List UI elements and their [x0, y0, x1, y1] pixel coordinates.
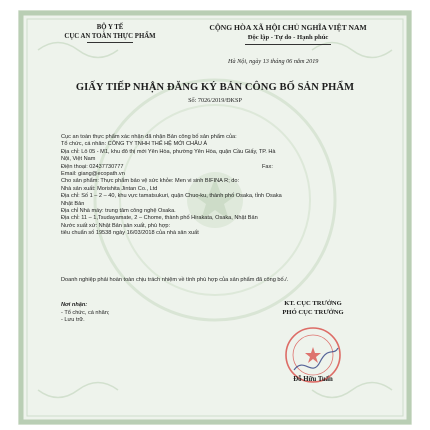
- signer-name: Đỗ Hữu Tuấn: [293, 376, 333, 383]
- national-header: [190, 23, 386, 45]
- phone-line: Điện thoại: 02437730777: [61, 163, 124, 170]
- body-line: Nhật Bản: [61, 200, 85, 207]
- body-line: Địa chỉ: Lô 05 - M1, khu đô thị mới Yên Hòa, phường Yên Hòa, quận Cầu Giấy, TP. Hà: [61, 148, 276, 155]
- recipient-item: - Lưu trữ.: [61, 317, 85, 324]
- recipient-item: - Tổ chức, cá nhân;: [61, 309, 110, 316]
- body-line: Nhà sản xuất: Morishita Jintan Co., Ltd: [61, 185, 158, 192]
- body-line: Địa chỉ: Số 1 – 2 – 40, khu vực tamatsukuri, quận Chuo-ku, thành phố Osaka, tỉnh Osaka: [61, 193, 282, 200]
- certificate-sheet: [18, 10, 412, 425]
- issuing-agency: [50, 23, 170, 43]
- certificate-body: [61, 134, 387, 238]
- header-underline-right: [245, 44, 331, 45]
- body-line: Cục an toàn thực phẩm xác nhận đã nhận Bản công bố sản phẩm của:: [61, 134, 237, 140]
- commitment-statement: Doanh nghiệp phải hoàn toàn chịu trách nhiệm về tính phù hợp của sản phẩm đã công bố./.: [61, 277, 289, 283]
- body-line: Nội, Việt Nam: [61, 156, 96, 163]
- body-line: Địa chỉ Nhà máy: trung tâm công nghệ Osaka.: [61, 208, 176, 215]
- country-name: CỘNG HÒA XÃ HỘI CHỦ NGHĨA VIỆT NAM: [209, 23, 367, 32]
- body-line: tiêu chuẩn số 19538 ngày 16/03/2018 của nhà sản xuất: [61, 230, 199, 237]
- fax-label: Fax:: [262, 163, 273, 170]
- document-number: Số: 7026/2019/ĐKSP: [188, 97, 242, 104]
- recipients-heading: Nơi nhận:: [61, 302, 88, 308]
- signature-block: [244, 300, 382, 317]
- header-underline-left: [87, 42, 133, 43]
- signature-title-1: KT. CỤC TRƯỞNG: [284, 300, 342, 307]
- email-line: Email: giang@ecopath.vn: [61, 171, 125, 178]
- issue-date: Hà Nội, ngày 13 tháng 06 năm 2019: [228, 58, 319, 65]
- product-line: Cho sản phẩm: Thực phẩm bảo vệ sức khỏe: Men vi sinh BIFINA R; do:: [61, 178, 240, 185]
- recipients-block: [61, 302, 109, 325]
- body-line: Địa chỉ: 11 – 1,Tsudayamate, 2 – Chome, thành phố Hirakata, Osaka, Nhật Bản: [61, 215, 258, 222]
- department-name: CỤC AN TOÀN THỰC PHẨM: [64, 33, 156, 40]
- national-motto: Độc lập - Tự do - Hạnh phúc: [247, 34, 329, 41]
- document-title: GIẤY TIẾP NHẬN ĐĂNG KÝ BẢN CÔNG BỐ SẢN PHẨM: [75, 82, 355, 93]
- body-line: Tổ chức, cá nhân: CÔNG TY TNHH THẾ HỆ MỚI CHÂU Á: [61, 141, 208, 148]
- ministry-name: BỘ Y TẾ: [96, 24, 124, 31]
- phone-row: [61, 164, 387, 171]
- signature-title-2: PHÓ CỤC TRƯỞNG: [282, 308, 344, 316]
- body-line: Nước xuất xứ: Nhật Bản sản xuất, phù hợp:: [61, 222, 171, 229]
